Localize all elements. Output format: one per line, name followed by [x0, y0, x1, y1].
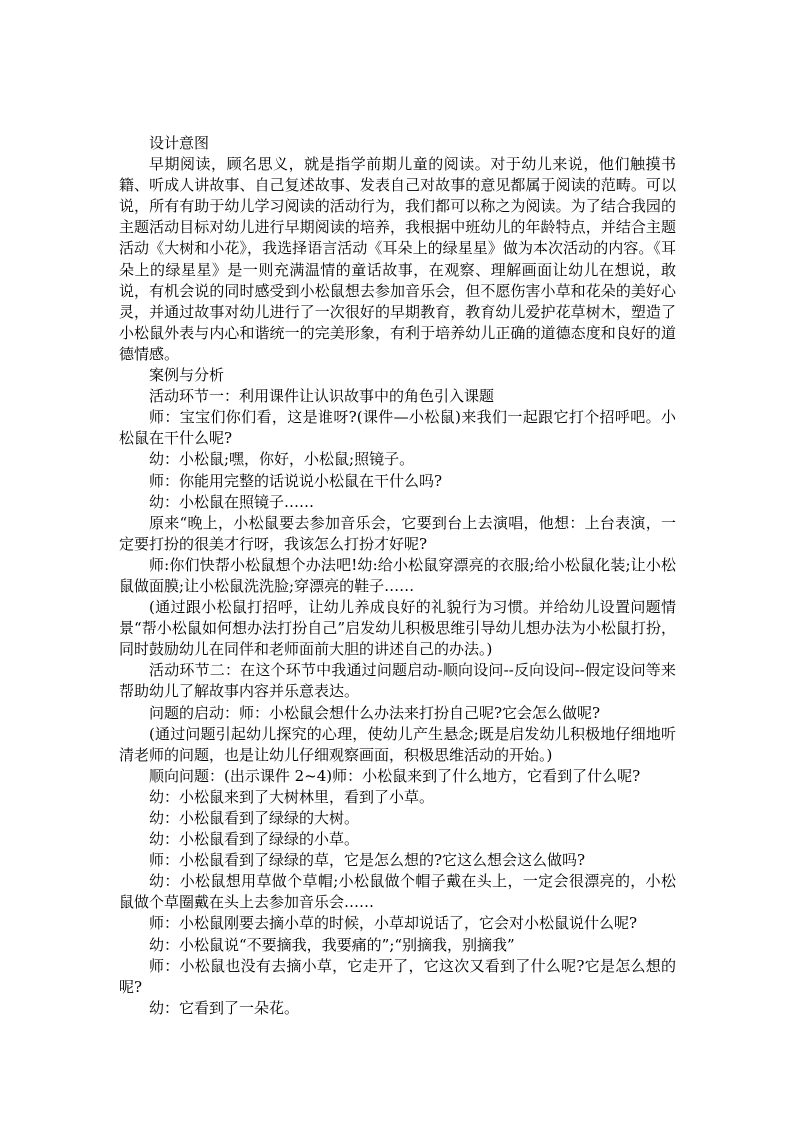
- paragraph: (通过问题引起幼儿探究的心理，使幼儿产生悬念;既是启发幼儿积极地仔细地听清老师的问题，也是让幼儿仔细观察画面，积极思维活动的开始。): [119, 724, 676, 764]
- paragraph: (通过跟小松鼠打招呼，让幼儿养成良好的礼貌行为习惯。并给幼儿设置问题情景“帮小松鼠如何想办法打扮自己”启发幼儿积极思维引导幼儿想办法为小松鼠打扮，同时鼓励幼儿在同伴和老师面前大胆的讲述自己的办法。): [119, 598, 676, 659]
- paragraph: 师：宝宝们你们看，这是谁呀?(课件—小松鼠)来我们一起跟它打个招呼吧。小松鼠在干什么呢?: [119, 408, 676, 448]
- paragraph: 幼：它看到了一朵花。: [149, 998, 300, 1017]
- intro-paragraph: 早期阅读，顾名思义，就是指学前期儿童的阅读。对于幼儿来说，他们触摸书籍、听成人讲故事、自己复述故事、发表自己对故事的意见都属于阅读的范畴。可以说，所有有助于幼儿学习阅读的活动行为，我们都可以称之为阅读。为了结合我园的主题活动目标对幼儿进行早期阅读的培养，我根据中班幼儿的年龄特点，并结合主题活动《大树和小花》，我选择语言活动《耳朵上的绿星星》做为本次活动的内容。《耳朵上的绿星星》是一则充满温情的童话故事，在观察、理解画面让幼儿在想说，敢说，有机会说的同时感受到小松鼠想去参加音乐会，但不愿伤害小草和花朵的美好心灵，并通过故事对幼儿进行了一次很好的早期教育，教育幼儿爱护花草树木，塑造了小松鼠外表与内心和谐统一的完美形象，有利于培养幼儿正确的道德态度和良好的道德情感。: [119, 155, 676, 363]
- paragraph: 顺向问题：(出示课件 2~4)师：小松鼠来到了什么地方，它看到了什么呢?: [149, 766, 641, 785]
- paragraph: 师：你能用完整的话说说小松鼠在干什么吗?: [149, 471, 443, 490]
- paragraph: 活动环节二：在这个环节中我通过问题启动-顺向设问--反向设问--假定设问等来帮助幼儿了解故事内容并乐意表达。: [119, 661, 676, 701]
- paragraph: 师：小松鼠看到了绿绿的草，它是怎么想的?它这么想会这么做吗?: [149, 851, 586, 870]
- paragraph: 幼：小松鼠来到了大树林里，看到了小草。: [149, 787, 435, 806]
- section-heading-design: 设计意图: [149, 134, 210, 152]
- paragraph: 师：小松鼠也没有去摘小草，它走开了，它这次又看到了什么呢?它是怎么想的呢?: [119, 956, 676, 996]
- paragraph: 师：小松鼠刚要去摘小草的时候，小草却说话了，它会对小松鼠说什么呢?: [149, 914, 638, 933]
- paragraph: 幼：小松鼠看到了绿绿的大树。: [149, 809, 360, 827]
- section-heading-case: 案例与分析: [149, 366, 225, 385]
- paragraph: 幼：小松鼠看到了绿绿的小草。: [149, 830, 360, 849]
- paragraph: 师:你们快帮小松鼠想个办法吧!幼:给小松鼠穿漂亮的衣服;给小松鼠化装;让小松鼠做面膜;让小松鼠洗洗脸;穿漂亮的鞋子……: [119, 555, 676, 595]
- document-body: [119, 133, 676, 1019]
- paragraph: 幼：小松鼠在照镜子……: [149, 492, 315, 511]
- paragraph: 幼：小松鼠想用草做个草帽;小松鼠做个帽子戴在头上，一定会很漂亮的，小松鼠做个草圈戴在头上去参加音乐会……: [119, 872, 676, 912]
- paragraph: 问题的启动：师：小松鼠会想什么办法来打扮自己呢?它会怎么做呢?: [149, 703, 601, 722]
- paragraph: 幼：小松鼠说“不要摘我，我要痛的”;“别摘我，别摘我”: [149, 935, 515, 954]
- paragraph: 原来“晚上，小松鼠要去参加音乐会，它要到台上去演唱，他想：上台表演，一定要打扮的很美才行呀，我该怎么打扮才好呢?: [119, 513, 676, 553]
- paragraph: 幼：小松鼠;嘿，你好，小松鼠;照镜子。: [149, 450, 415, 469]
- paragraph: 活动环节一：利用课件让认识故事中的角色引入课题: [149, 387, 495, 406]
